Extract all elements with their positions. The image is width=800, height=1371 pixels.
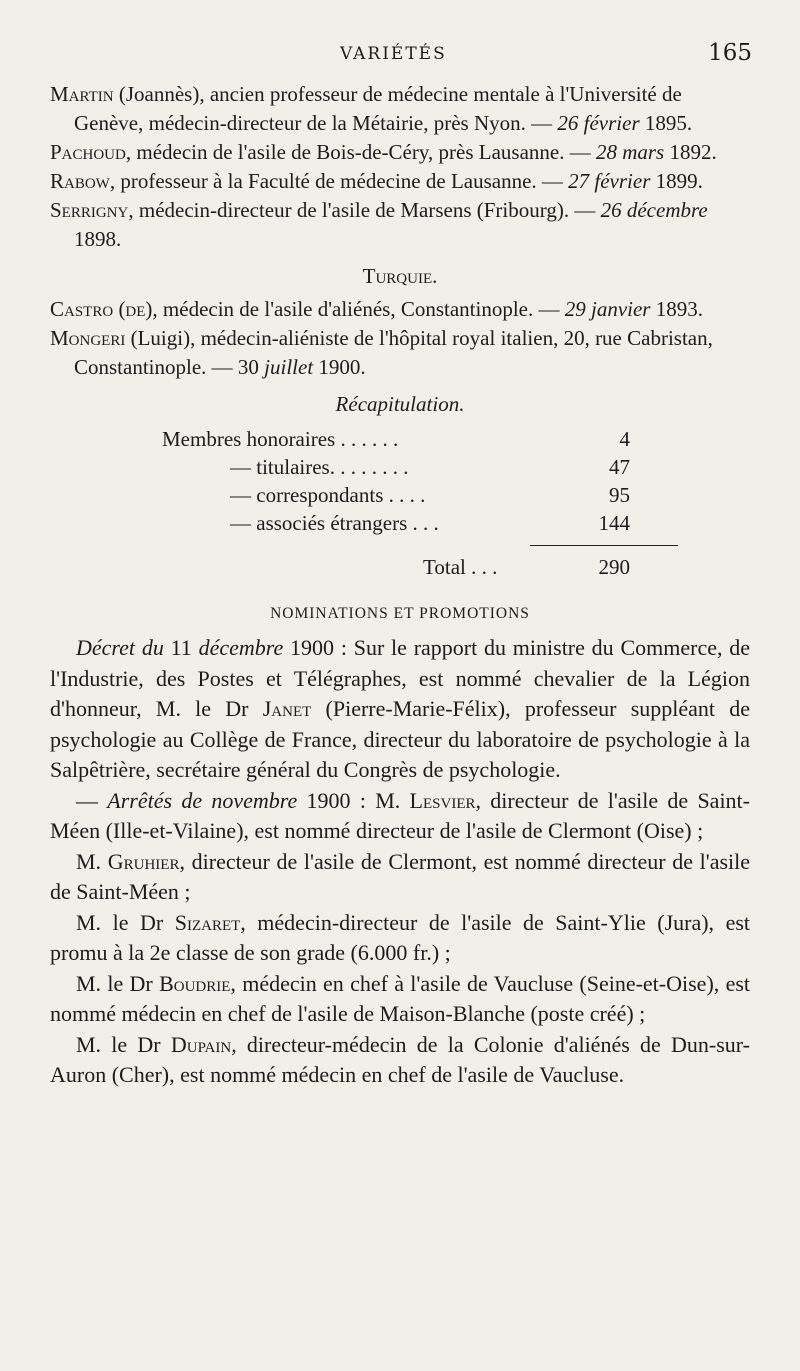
- paragraph-text: M. le Dr: [76, 970, 160, 996]
- total-value: 290: [598, 555, 630, 579]
- entry-castro: [50, 295, 750, 324]
- recap-label: — correspondants . . . .: [230, 483, 426, 507]
- entry-text: (Joannès), ancien professeur de médecine mentale à l'Université de Genève, médecin-directeur de la Métairie, près Nyon. —: [74, 82, 682, 135]
- paragraph-text: , médecin-directeur de l'asile de Saint-Ylie (Jura), est promu à la 2e classe de son grade (6.000 fr.) ;: [50, 909, 751, 965]
- paragraph-text: M. le Dr: [76, 1031, 171, 1057]
- entry-text: , professeur à la Faculté de médecine de Lausanne. —: [109, 169, 569, 193]
- entry-serrigny: [50, 196, 750, 254]
- entry-text: , médecin de l'asile de Bois-de-Céry, près Lausanne. —: [125, 140, 596, 164]
- person-name: Janet: [262, 696, 312, 721]
- paragraph-text: , directeur de l'asile de Clermont, est nommé directeur de l'asile de Saint-Méen ;: [50, 848, 751, 904]
- entry-name: Martin: [50, 82, 114, 106]
- entry-year: 1898.: [74, 227, 122, 251]
- paragraph-dash: —: [76, 787, 108, 813]
- recap-row: [230, 481, 750, 509]
- recap-label: Membres honoraires . . . . . .: [162, 427, 399, 451]
- recap-label: — titulaires. . . . . . . .: [230, 455, 409, 479]
- recap-value: 95: [609, 483, 630, 507]
- paragraph-text: M. le Dr: [76, 909, 175, 935]
- person-name: Dupain: [170, 1031, 232, 1057]
- paragraph-boudrie: [50, 969, 750, 1030]
- page-number: 165: [708, 40, 752, 66]
- paragraph-dupain: [50, 1030, 750, 1091]
- entry-particle: (de): [113, 297, 153, 321]
- entry-date: 27 février: [568, 169, 651, 193]
- entry-year: 1899.: [650, 169, 703, 193]
- recap-row: [230, 509, 750, 537]
- entry-mongeri: [50, 324, 750, 382]
- swiss-entries: [50, 80, 750, 254]
- decret-lead: Décret du: [76, 635, 164, 660]
- person-name: Sizaret: [174, 909, 241, 935]
- turkey-entries: [50, 295, 750, 382]
- paragraph-arretes: [50, 786, 750, 847]
- entry-text: , médecin de l'asile d'aliénés, Constantinople. —: [152, 297, 565, 321]
- entry-name: Pachoud: [50, 140, 126, 164]
- entry-year: 1892.: [664, 140, 717, 164]
- nominations-title: NOMINATIONS ET PROMOTIONS: [270, 605, 530, 622]
- entry-name: Castro: [50, 297, 114, 321]
- arretes-lead: Arrêtés de novembre: [107, 787, 298, 813]
- decret-day: 11: [163, 635, 199, 660]
- recap-title: Récapitulation.: [335, 392, 465, 416]
- person-name: Boudrie: [159, 970, 231, 996]
- entry-martin: [50, 80, 750, 138]
- recap-value: 4: [619, 427, 630, 451]
- paragraph-text: M.: [76, 848, 108, 874]
- decret-month: décembre: [198, 635, 284, 660]
- entry-year: 1893.: [650, 297, 703, 321]
- paragraph-gruhier: [50, 847, 750, 908]
- entry-text: , médecin-directeur de l'asile de Marsens (Fribourg). —: [128, 198, 601, 222]
- recap-value: 144: [598, 511, 630, 535]
- recap-row: [162, 425, 750, 453]
- paragraph-text: 1900 : M.: [297, 787, 410, 813]
- recap-label: — associés étrangers . . .: [230, 511, 439, 535]
- total-rule: [530, 545, 678, 546]
- entry-date: 28 mars: [595, 140, 665, 164]
- recap-value: 47: [609, 455, 630, 479]
- paragraph-text: , directeur de l'asile de Saint-Méen (Ille-et-Vilaine), est nommé directeur de l'asile de Clermont (Oise) ;: [50, 787, 750, 843]
- paragraph-sizaret: [50, 908, 750, 969]
- entry-date: 29 janvier: [564, 297, 651, 321]
- entry-date: juillet: [264, 355, 314, 379]
- entry-year: 1900.: [313, 355, 366, 379]
- paragraph-text: (Pierre-Marie-Félix), professeur suppléant de psychologie au Collège de France, directeur du laboratoire de psychologie à la Salpêtrière, secrétaire général du Congrès de psychologie.: [50, 696, 750, 782]
- running-header: [48, 40, 752, 74]
- entry-year: 1895.: [639, 111, 693, 135]
- person-name: Lesvier: [409, 787, 476, 813]
- entry-name: Rabow: [50, 169, 110, 193]
- entry-text: (Luigi), médecin-aliéniste de l'hôpital royal italien, 20, rue Cabristan, Constantinople. — 30: [74, 326, 713, 379]
- entry-name: Serrigny: [50, 198, 129, 222]
- paragraph-decret: [50, 633, 750, 786]
- entry-date: 26 février: [557, 111, 640, 135]
- entry-pachoud: [50, 138, 750, 167]
- total-label: Total . . .: [423, 555, 498, 579]
- nominations-text: [50, 633, 750, 1091]
- entry-rabow: [50, 167, 750, 196]
- recap-table: [50, 425, 750, 579]
- entry-date: 26 décembre: [600, 198, 708, 222]
- paragraph-text: 1900 : Sur le rapport du ministre du Commerce, de l'Industrie, des Postes et Télégraphes, est nommé chevalier de la Légion d'honneur, M. le Dr: [50, 635, 751, 721]
- page-body: [50, 80, 750, 1091]
- recap-row: [230, 453, 750, 481]
- paragraph-text: , médecin en chef à l'asile de Vaucluse (Seine-et-Oise), est nommé médecin en chef de l'asile de Maison-Blanche (poste créé) ;: [50, 970, 751, 1026]
- section-title-turquie: Turquie.: [362, 264, 438, 288]
- running-title: VARIÉTÉS: [340, 44, 447, 64]
- paragraph-text: , directeur-médecin de la Colonie d'aliénés de Dun-sur-Auron (Cher), est nommé médecin en chef de l'asile de Vaucluse.: [50, 1031, 750, 1087]
- entry-name: Mongeri: [50, 326, 126, 350]
- recap-total-row: [50, 543, 750, 579]
- person-name: Gruhier: [107, 848, 180, 874]
